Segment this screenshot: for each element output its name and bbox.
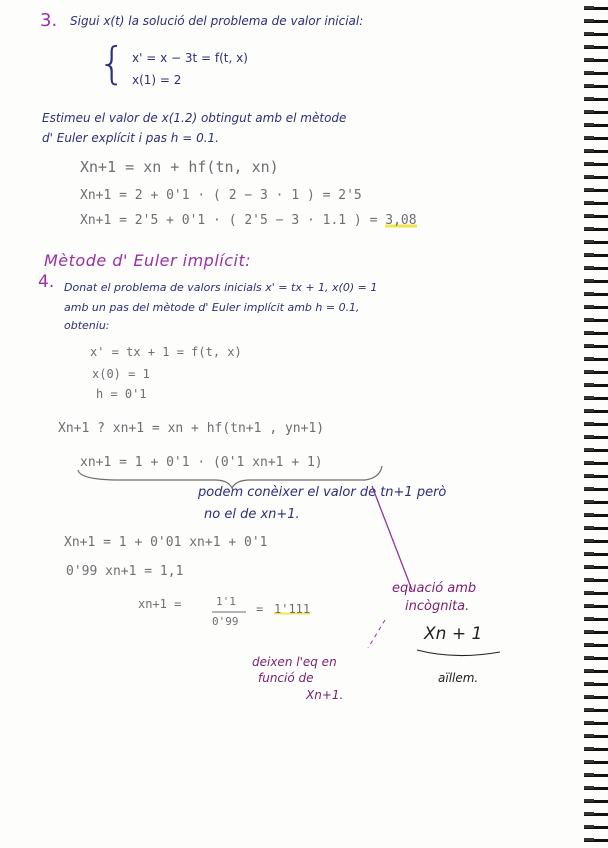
annotation-isolate: aïllem. (438, 671, 479, 685)
given-ode: x' = tx + 1 = f(t, x) (90, 345, 242, 359)
annotation-dashed-link (368, 620, 385, 648)
spiral-binding (584, 0, 608, 848)
euler-step-2-result: 3,08 (385, 213, 417, 228)
problem-4-line-2: amb un pas del mètode d' Euler implícit amb h = 0.1, (64, 301, 360, 314)
section-heading: Mètode d' Euler implícit: (44, 251, 252, 270)
given-initial-condition: x(0) = 1 (92, 367, 150, 381)
note-line-1: podem conèixer el valor de tn+1 però (198, 485, 447, 500)
problem-4-line-1: Donat el problema de valors inicials x' = tx + 1, x(0) = 1 (64, 281, 378, 294)
annotation-arrow (372, 486, 412, 590)
note-line-2: no el de xn+1. (204, 507, 300, 522)
annotation-unknown: Xn + 1 (424, 624, 483, 644)
euler-step-2-expression: Xn+1 = 2'5 + 0'1 · ( 2'5 − 3 · 1.1 ) = (80, 213, 378, 228)
problem-3-statement: Sigui x(t) la solució del problema de valor inicial: (70, 14, 364, 28)
annotation-right-1: equació amb (392, 581, 477, 596)
problem-4-line-3: obteniu: (64, 319, 110, 332)
euler-step-1: Xn+1 = 2 + 0'1 · ( 2 − 3 · 1 ) = 2'5 (80, 188, 362, 203)
equation-expanded: Xn+1 = 1 + 0'01 xn+1 + 0'1 (64, 535, 268, 550)
annotation-left-1: deixen l'eq en (252, 655, 337, 669)
problem-3-number: 3. (40, 10, 58, 31)
ode-equation: x' = x − 3t = f(t, x) (132, 51, 248, 65)
fraction-denominator: 0'99 (212, 615, 239, 628)
implicit-substitution: xn+1 = 1 + 0'1 · (0'1 xn+1 + 1) (80, 455, 323, 470)
final-result: 1'111 (274, 602, 311, 616)
problem-4-number: 4. (38, 272, 55, 292)
annotation-left-2: funció de (258, 671, 314, 685)
given-step: h = 0'1 (96, 387, 147, 401)
fraction-numerator: 1'1 (216, 595, 236, 608)
result-lhs: xn+1 = (138, 597, 182, 611)
euler-explicit-scheme: Xn+1 = xn + hf(tn, xn) (80, 158, 279, 176)
task-line-1: Estimeu el valor de x(1.2) obtingut amb el mètode (42, 111, 347, 125)
result-equals: = (256, 602, 264, 616)
initial-condition: x(1) = 2 (132, 73, 182, 87)
annotation-left-3: Xn+1. (306, 688, 344, 702)
task-line-2: d' Euler explícit i pas h = 0.1. (42, 131, 219, 145)
equation-collected: 0'99 xn+1 = 1,1 (66, 564, 184, 579)
ode-system-brace: { (98, 38, 126, 89)
annotation-right-2: incògnita. (405, 599, 470, 614)
unknown-underline (417, 650, 500, 656)
implicit-scheme: Xn+1 ? xn+1 = xn + hf(tn+1 , yn+1) (58, 421, 325, 436)
